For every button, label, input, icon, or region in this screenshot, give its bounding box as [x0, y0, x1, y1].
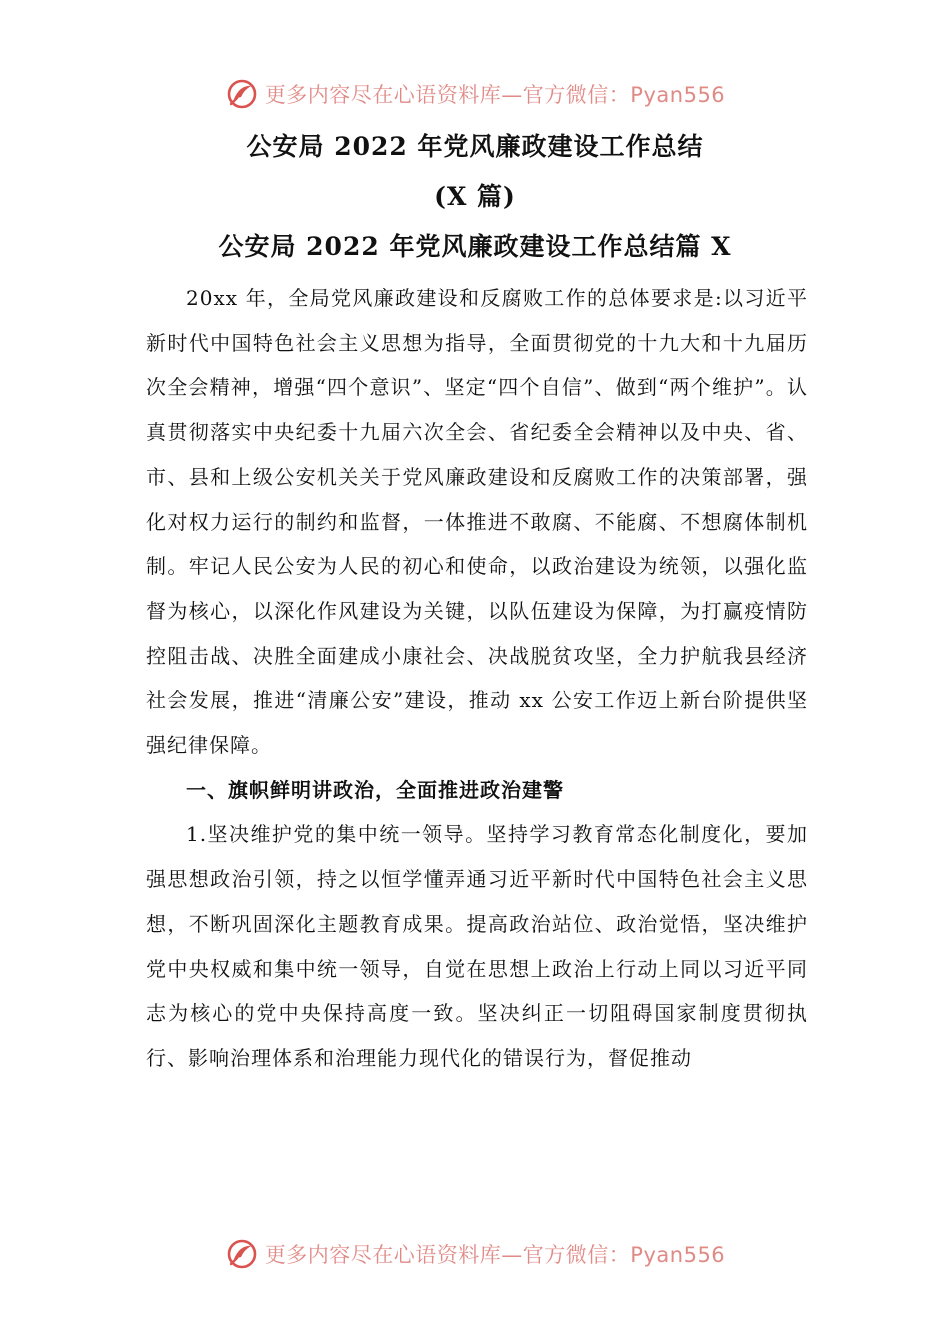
- document-body: [146, 276, 808, 1081]
- header-watermark: [0, 74, 950, 114]
- document-title: 公安局 2022 年党风廉政建设工作总结: [246, 132, 704, 161]
- paragraph-section1: 1.坚决维护党的集中统一领导。坚持学习教育常态化制度化，要加强思想政治引领，持之以恒学懂弄通习近平新时代中国特色社会主义思想，不断巩固深化主题教育成果。提高政治站位、政治觉悟，坚决维护党中央权威和集中统一领导，自觉在思想上政治上行动上同以习近平同志为核心的党中央保持高度一致。坚决纠正一切阻碍国家制度贯彻执行、影响治理体系和治理能力现代化的错误行为，督促推动: [146, 822, 808, 1070]
- document-title-count: (X 篇): [434, 182, 516, 211]
- section-heading: 一、旗帜鲜明讲政治，全面推进政治建警: [186, 777, 564, 802]
- brand-logo-icon: [225, 77, 259, 111]
- footer-watermark: [0, 1234, 950, 1274]
- watermark-text: 更多内容尽在心语资料库—官方微信：Pyan556: [264, 83, 726, 107]
- brand-logo-icon: [225, 1237, 259, 1271]
- watermark-text: 更多内容尽在心语资料库—官方微信：Pyan556: [264, 1243, 726, 1267]
- document-subtitle: 公安局 2022 年党风廉政建设工作总结篇 X: [218, 232, 732, 261]
- paragraph-intro: 20xx 年，全局党风廉政建设和反腐败工作的总体要求是:以习近平新时代中国特色社会主义思想为指导，全面贯彻党的十九大和十九届历次全会精神，增强“四个意识”、坚定“四个自信”、做到“两个维护”。认真贯彻落实中央纪委十九届六次全会、省纪委全会精神以及中央、省、市、县和上级公安机关关于党风廉政建设和反腐败工作的决策部署，强化对权力运行的制约和监督，一体推进不敢腐、不能腐、不想腐体制机制。牢记人民公安为人民的初心和使命，以政治建设为统领，以强化监督为核心，以深化作风建设为关键，以队伍建设为保障，为打赢疫情防控阻击战、决胜全面建成小康社会、决战脱贫攻坚，全力护航我县经济社会发展，推进“清廉公安”建设，推动 xx 公安工作迈上新台阶提供坚强纪律保障。: [146, 286, 808, 758]
